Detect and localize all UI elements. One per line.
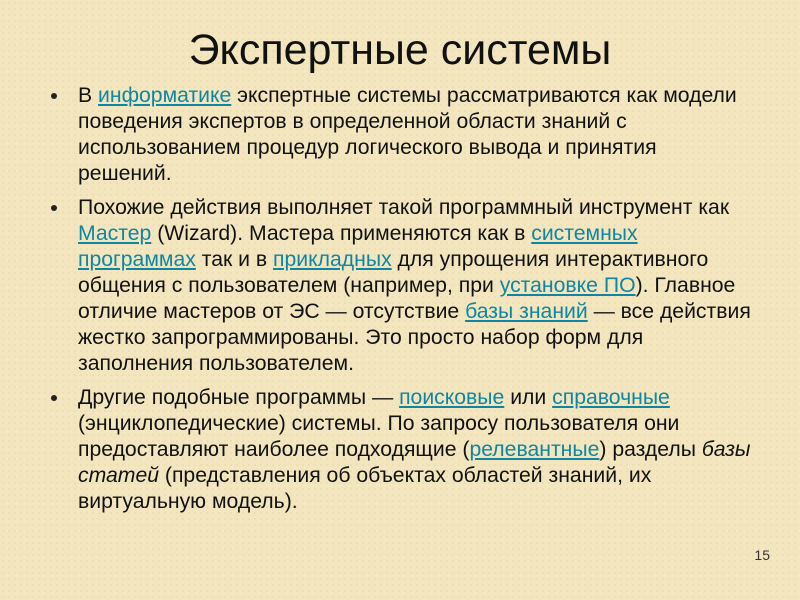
link-relevant[interactable]: релевантные <box>469 438 600 461</box>
bullet-text: Другие подобные программы — <box>78 386 400 409</box>
bullet-text: или <box>504 386 553 409</box>
bullet-text: Похожие действия выполняет такой программный инструмент как <box>78 196 730 219</box>
bullet-text: для упрощения интерактивного общения с пользователем (например, при <box>78 248 709 297</box>
bullet-text: ) разделы <box>599 438 702 461</box>
link-informatika[interactable]: информатике <box>98 84 232 107</box>
bullet-list <box>48 83 753 523</box>
bullet-item-2 <box>48 195 753 377</box>
link-search[interactable]: поисковые <box>399 386 505 409</box>
bullet-item-3 <box>48 385 753 515</box>
link-software-install[interactable]: установке ПО <box>499 274 636 297</box>
page-number: 15 <box>754 547 770 563</box>
bullet-text: (представления об объектах областей знаний, их виртуальную модель). <box>78 464 652 513</box>
link-applied[interactable]: прикладных <box>273 248 392 271</box>
bullet-text: — все действия жестко запрограммированы. Это просто набор форм для заполнения пользователем. <box>78 300 751 375</box>
link-master[interactable]: Мастер <box>78 222 152 245</box>
italic-article-base: базы статей <box>78 438 751 487</box>
bullet-text: В <box>78 84 99 107</box>
bullet-item-1 <box>48 83 753 187</box>
link-knowledge-base[interactable]: базы знаний <box>465 300 588 323</box>
bullet-text: (энциклопедические) системы. По запросу пользователя они предоставляют наиболее подходящие ( <box>78 412 680 461</box>
link-system-programs[interactable]: системных программах <box>78 222 638 271</box>
bullet-text: ). Главное отличие мастеров от ЭС — отсутствие <box>78 274 736 323</box>
bullet-text: (Wizard). Мастера применяются как в <box>151 222 532 245</box>
bullet-text: экспертные системы рассматриваются как модели поведения экспертов в определенной области знаний с использованием процедур логического вывода и принятия решений. <box>78 84 737 185</box>
link-reference[interactable]: справочные <box>552 386 670 409</box>
bullet-text: так и в <box>195 248 274 271</box>
slide-title: Экспертные системы <box>188 26 612 74</box>
